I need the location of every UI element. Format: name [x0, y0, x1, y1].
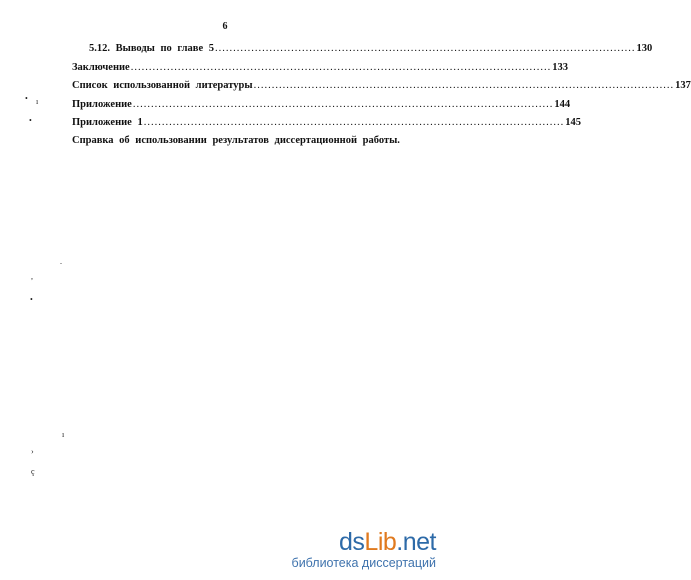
dslib-logo: dsLib.net	[339, 528, 436, 556]
scan-speck: •	[29, 116, 32, 125]
page-number: 6	[222, 21, 228, 32]
toc-entry-bibliography	[72, 80, 691, 99]
toc-entry-page: 133	[552, 61, 568, 73]
scan-speck: ,	[31, 272, 33, 281]
scan-speck: ç	[31, 467, 35, 476]
toc-entry-appendix	[72, 98, 571, 118]
toc-entry-title: 5.12. Выводы по главе 5	[89, 43, 215, 54]
toc-entry-appendix-1	[72, 117, 581, 136]
usage-certificate-line: Справка об использовании результатов диссертационной работы.	[72, 135, 400, 146]
table-of-contents	[72, 43, 691, 136]
toc-entry-title: Приложение 1	[72, 117, 143, 128]
toc-dot-leader: ....................................................................................................................	[253, 80, 675, 91]
dslib-watermark	[256, 530, 436, 570]
scan-speck: ı	[36, 97, 39, 106]
toc-dot-leader: ....................................................................................................................	[143, 117, 565, 128]
toc-entry-page: 130	[636, 43, 653, 54]
toc-entry-page: 145	[565, 117, 581, 128]
toc-entry-title: Список использованной литературы	[72, 80, 253, 91]
scan-speck: ›	[31, 447, 34, 456]
toc-entry-conclusion	[72, 61, 568, 81]
toc-entry-conclusions-chapter-5	[72, 43, 653, 62]
scan-speck: •	[25, 94, 28, 103]
scan-speck: ı	[62, 430, 65, 439]
toc-dot-leader: ....................................................................................................................	[215, 43, 636, 54]
scan-speck: .	[60, 257, 62, 266]
toc-dot-leader: ....................................................................................................................	[132, 98, 554, 110]
toc-entry-page: 137	[675, 80, 691, 91]
toc-dot-leader: ....................................................................................................................	[130, 61, 552, 73]
scan-speck: •	[30, 295, 33, 304]
toc-entry-title: Заключение	[72, 61, 130, 73]
dslib-subtitle: библиотека диссертаций	[291, 556, 436, 570]
toc-entry-title: Приложение	[72, 98, 132, 110]
toc-entry-page: 144	[554, 98, 571, 110]
